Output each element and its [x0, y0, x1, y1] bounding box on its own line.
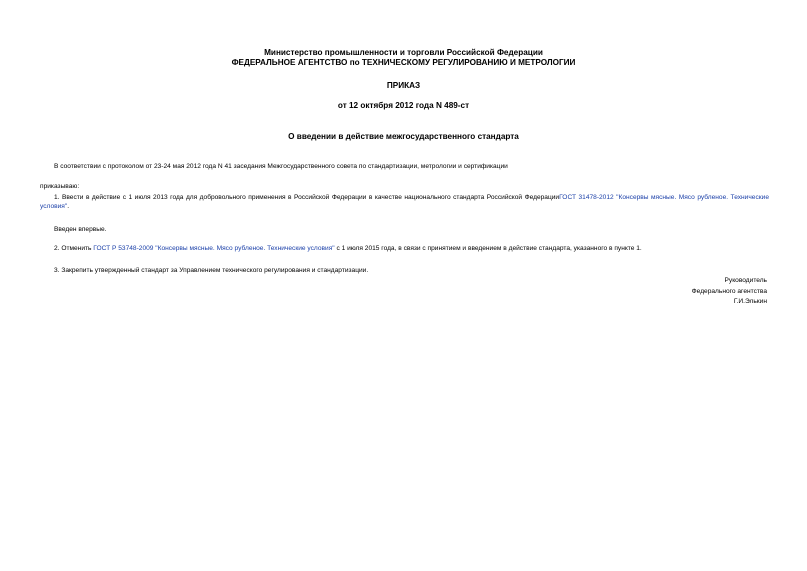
- signature-name: Г.И.Элькин: [733, 298, 767, 305]
- item-2-end: с 1 июля 2015 года, в связи с принятием и введением в действие стандарта, указанного в пункте 1.: [334, 245, 642, 252]
- item-2-start: 2. Отменить: [54, 245, 94, 252]
- order-word: приказываю:: [40, 183, 80, 190]
- document-date-number: от 12 октября 2012 года N 489-ст: [337, 101, 470, 110]
- item-1: [40, 193, 769, 211]
- agency-heading: ФЕДЕРАЛЬНОЕ АГЕНТСТВО по ТЕХНИЧЕСКОМУ РЕГУЛИРОВАНИЮ И МЕТРОЛОГИИ: [231, 58, 576, 67]
- gost-31478-link[interactable]: ГОСТ 31478-2012 "Консервы мясные. Мясо рубленое. Технические условия": [40, 194, 769, 210]
- introduced-note: Введен впервые.: [54, 226, 107, 233]
- item-1-text: 1. Ввести в действие с 1 июля 2013 года для добровольного применения в Российской Федерации в качестве национального стандарта Российской Федерации: [54, 194, 560, 201]
- ministry-heading: Министерство промышленности и торговли Российской Федерации: [264, 48, 543, 57]
- item-1-end: .: [67, 203, 70, 210]
- document-title: О введении в действие межгосударственного стандарта: [288, 132, 519, 141]
- item-2: [54, 244, 642, 253]
- document-type: ПРИКАЗ: [386, 81, 421, 90]
- gost-r-53748-link[interactable]: ГОСТ Р 53748-2009 "Консервы мясные. Мясо рубленое. Технические условия": [93, 245, 335, 252]
- preamble-text: В соответствии с протоколом от 23-24 мая 2012 года N 41 заседания Межгосударственного совета по стандартизации, метрологии и сертификации: [54, 163, 508, 170]
- signature-position-2: Федерального агентства: [691, 288, 767, 295]
- signature-position-1: Руководитель: [724, 277, 767, 284]
- item-3: 3. Закрепить утвержденный стандарт за Управлением технического регулирования и стандартизации.: [54, 267, 369, 274]
